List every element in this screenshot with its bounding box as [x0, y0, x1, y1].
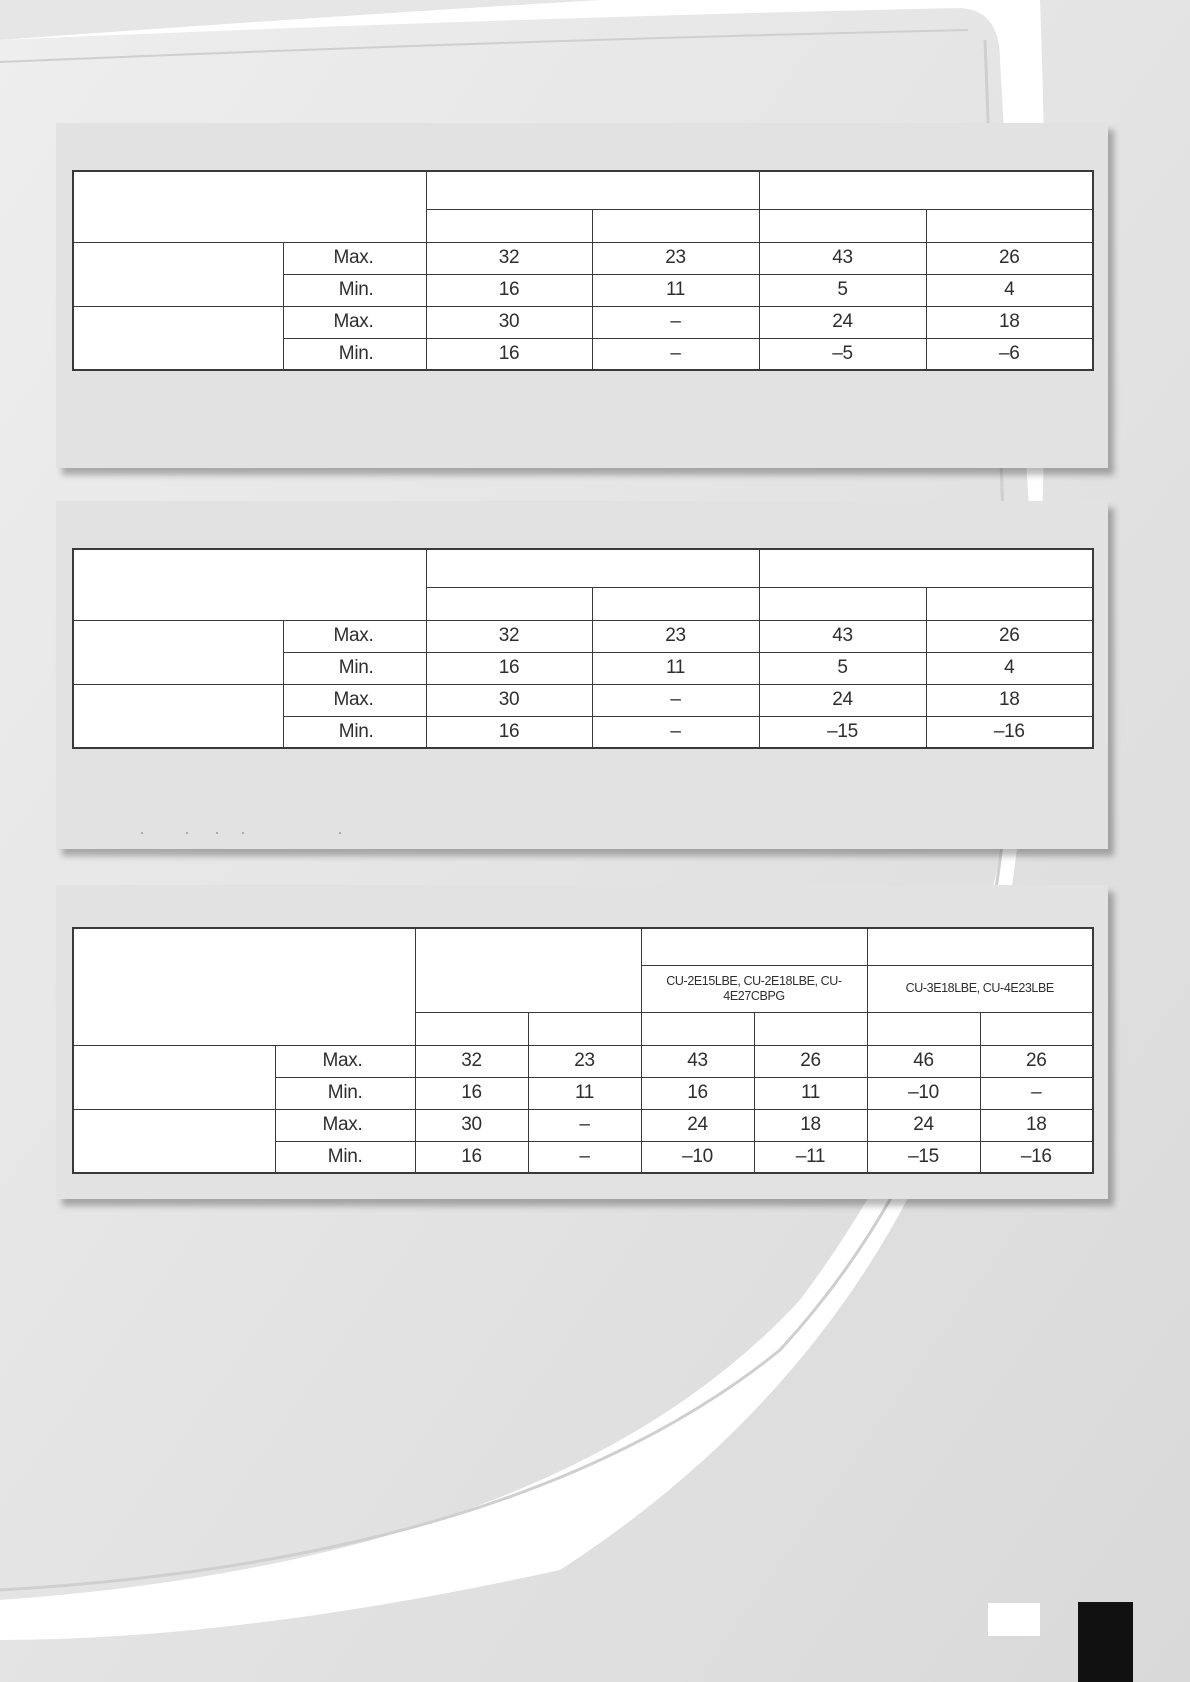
header-sub-cell — [867, 1012, 980, 1045]
limit-label: Max. — [283, 620, 426, 652]
mode-label-cell — [73, 620, 283, 684]
header-sub-cell — [415, 1012, 528, 1045]
header-group-cell — [415, 928, 641, 1012]
limit-label: Min. — [283, 274, 426, 306]
header-sub-cell — [926, 209, 1093, 242]
header-sub-cell — [426, 587, 592, 620]
header-group-cell — [426, 549, 759, 587]
value-cell: – — [592, 306, 759, 338]
header-group-cell — [641, 928, 867, 965]
header-sub-cell — [592, 209, 759, 242]
table-row — [73, 684, 1093, 716]
mode-label-cell — [73, 684, 283, 748]
table-row — [73, 1045, 1093, 1077]
value-cell: 46 — [867, 1045, 980, 1077]
value-cell: –16 — [926, 716, 1093, 748]
value-cell: 16 — [415, 1077, 528, 1109]
header-corner-cell — [73, 549, 426, 620]
value-cell: 5 — [759, 652, 926, 684]
value-cell: – — [980, 1077, 1093, 1109]
value-cell: 4 — [926, 274, 1093, 306]
temperature-range-panel-2 — [56, 501, 1108, 849]
header-group-cell — [867, 928, 1093, 965]
table-header-row — [73, 171, 1093, 209]
value-cell: 11 — [592, 274, 759, 306]
value-cell: 32 — [426, 242, 592, 274]
header-sub-cell — [926, 587, 1093, 620]
limit-label: Max. — [283, 242, 426, 274]
value-cell: 26 — [754, 1045, 867, 1077]
limit-label: Max. — [283, 684, 426, 716]
value-cell: 24 — [759, 684, 926, 716]
model-header-cell: CU-2E15LBE, CU-2E18LBE, CU-4E27CBPG — [641, 965, 867, 1012]
value-cell: 32 — [426, 620, 592, 652]
value-cell: 16 — [426, 338, 592, 370]
value-cell: –15 — [867, 1141, 980, 1173]
value-cell: 11 — [528, 1077, 641, 1109]
value-cell: – — [592, 716, 759, 748]
value-cell: – — [592, 684, 759, 716]
header-group-cell — [426, 171, 759, 209]
header-sub-cell — [980, 1012, 1093, 1045]
page-corner-tab-dark — [1078, 1602, 1133, 1682]
value-cell: 16 — [426, 274, 592, 306]
value-cell: 23 — [528, 1045, 641, 1077]
value-cell: 23 — [592, 242, 759, 274]
header-sub-cell — [426, 209, 592, 242]
value-cell: –11 — [754, 1141, 867, 1173]
table-row — [73, 620, 1093, 652]
table-header-row — [73, 928, 1093, 965]
value-cell: – — [528, 1109, 641, 1141]
limit-label: Min. — [275, 1077, 415, 1109]
table-row — [73, 306, 1093, 338]
header-group-cell — [759, 171, 1093, 209]
header-sub-cell — [759, 209, 926, 242]
value-cell: 24 — [867, 1109, 980, 1141]
model-header-cell: CU-3E18LBE, CU-4E23LBE — [867, 965, 1093, 1012]
header-sub-cell — [528, 1012, 641, 1045]
value-cell: 26 — [926, 620, 1093, 652]
value-cell: 30 — [415, 1109, 528, 1141]
value-cell: 18 — [754, 1109, 867, 1141]
value-cell: 23 — [592, 620, 759, 652]
mode-label-cell — [73, 1109, 275, 1173]
value-cell: –16 — [980, 1141, 1093, 1173]
temperature-range-panel-3 — [56, 885, 1108, 1199]
value-cell: 11 — [592, 652, 759, 684]
value-cell: 43 — [759, 242, 926, 274]
value-cell: 11 — [754, 1077, 867, 1109]
value-cell: 43 — [641, 1045, 754, 1077]
value-cell: 24 — [759, 306, 926, 338]
limit-label: Min. — [275, 1141, 415, 1173]
limit-label: Min. — [283, 652, 426, 684]
value-cell: – — [528, 1141, 641, 1173]
header-sub-cell — [754, 1012, 867, 1045]
temperature-range-table-3 — [72, 927, 1094, 1174]
value-cell: –5 — [759, 338, 926, 370]
header-sub-cell — [592, 587, 759, 620]
value-cell: 18 — [980, 1109, 1093, 1141]
value-cell: 30 — [426, 306, 592, 338]
value-cell: – — [592, 338, 759, 370]
limit-label: Min. — [283, 338, 426, 370]
value-cell: 16 — [426, 652, 592, 684]
header-group-cell — [759, 549, 1093, 587]
value-cell: 32 — [415, 1045, 528, 1077]
value-cell: –10 — [641, 1141, 754, 1173]
mode-label-cell — [73, 242, 283, 306]
temperature-range-table-1 — [72, 170, 1094, 371]
value-cell: 26 — [980, 1045, 1093, 1077]
table-row — [73, 1109, 1093, 1141]
table-row — [73, 242, 1093, 274]
limit-label: Max. — [283, 306, 426, 338]
value-cell: 26 — [926, 242, 1093, 274]
value-cell: 43 — [759, 620, 926, 652]
value-cell: –10 — [867, 1077, 980, 1109]
limit-label: Max. — [275, 1045, 415, 1077]
value-cell: 16 — [415, 1141, 528, 1173]
value-cell: –6 — [926, 338, 1093, 370]
value-cell: –15 — [759, 716, 926, 748]
header-sub-cell — [759, 587, 926, 620]
value-cell: 5 — [759, 274, 926, 306]
value-cell: 24 — [641, 1109, 754, 1141]
value-cell: 16 — [641, 1077, 754, 1109]
header-corner-cell — [73, 928, 415, 1045]
header-corner-cell — [73, 171, 426, 242]
faint-dot-marks — [140, 830, 370, 836]
limit-label: Max. — [275, 1109, 415, 1141]
temperature-range-table-2 — [72, 548, 1094, 749]
mode-label-cell — [73, 1045, 275, 1109]
mode-label-cell — [73, 306, 283, 370]
value-cell: 18 — [926, 306, 1093, 338]
value-cell: 4 — [926, 652, 1093, 684]
value-cell: 18 — [926, 684, 1093, 716]
value-cell: 30 — [426, 684, 592, 716]
value-cell: 16 — [426, 716, 592, 748]
header-sub-cell — [641, 1012, 754, 1045]
temperature-range-panel-1 — [56, 123, 1108, 468]
table-header-row — [73, 549, 1093, 587]
limit-label: Min. — [283, 716, 426, 748]
page-corner-tab-light — [988, 1603, 1040, 1636]
